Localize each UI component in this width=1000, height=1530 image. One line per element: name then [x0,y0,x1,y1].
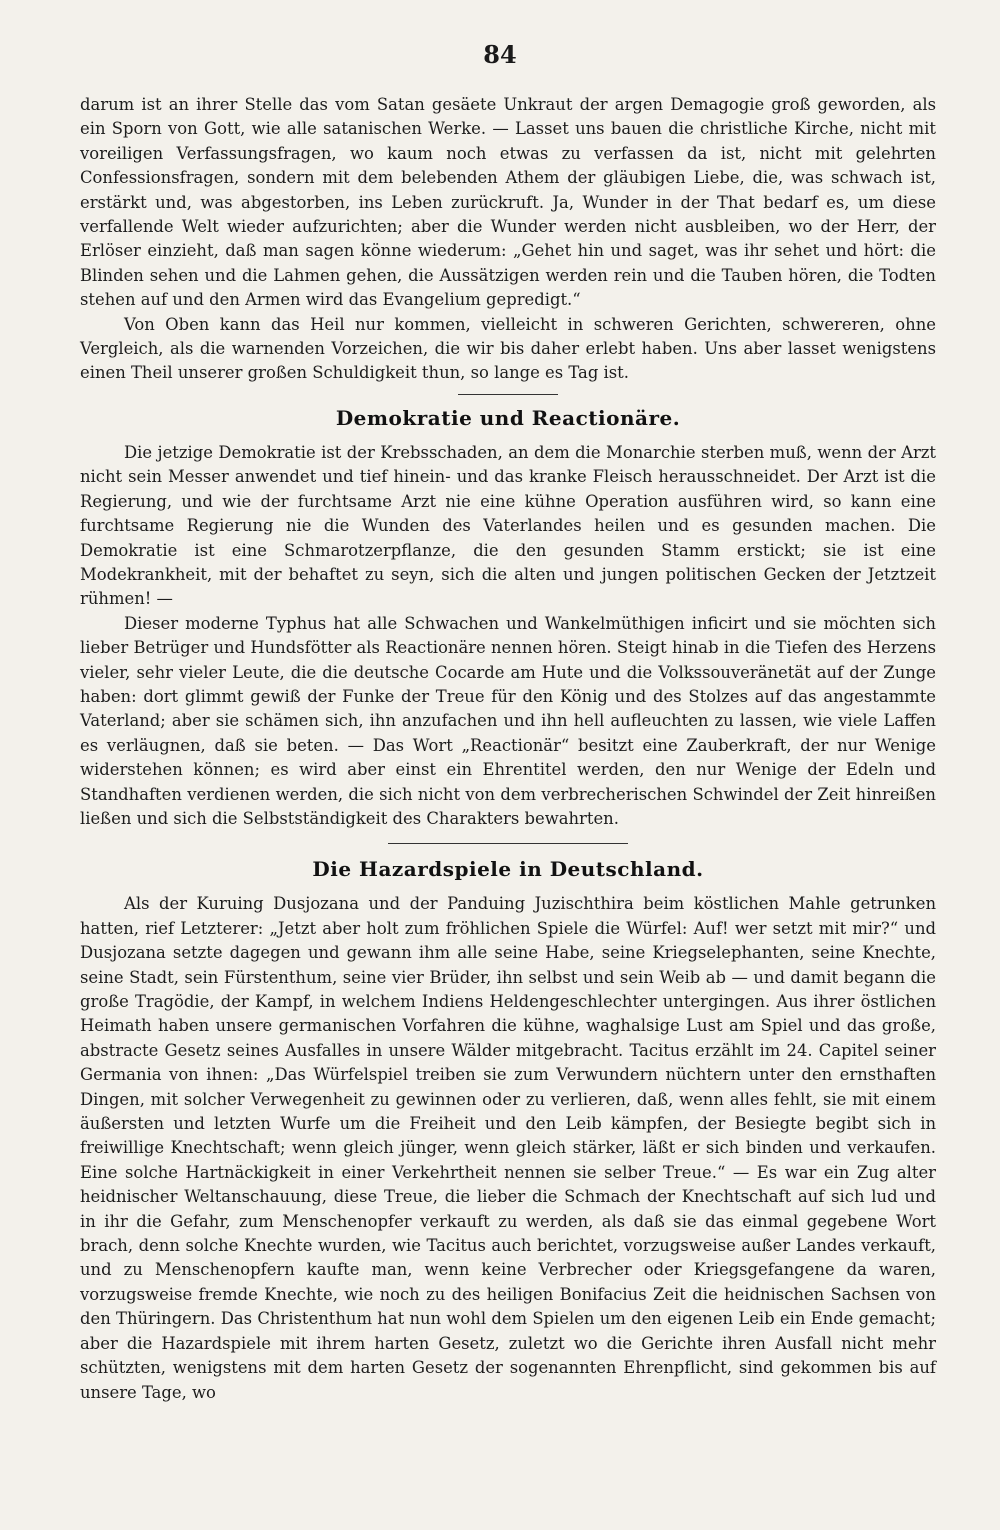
paragraph-demokratie: Die jetzige Demokratie ist der Krebsschaden, an dem die Monarchie sterben muß, wenn der Arzt nicht sein Messer anwendet und tief hinein- und das kranke Fleisch herausschneidet. Der Arzt ist die Regierung, und wie der furchtsame Arzt nie eine kühne Operation ausführen wird, so kann eine furchtsame Regierung nie die Wunden des Vaterlandes heilen und es gesunden machen. Die Demokratie ist eine Schmarotzerpflanze, die den gesunden Stamm erstickt; sie ist eine Modekrankheit, mit der behaftet zu seyn, sich die alten und jungen politischen Gecken der Jetztzeit rühmen! — [80,442,936,609]
paragraph-hazardspiele: Als der Kuruing Dusjozana und der Panduing Juzischthira beim köstlichen Mahle getrunken hatten, rief Letzterer: „Jetzt aber holt zum fröhlichen Spiele die Würfel: Auf! wer setzt mit mir?“ und Dusjozana setzte dagegen und gewann ihm alle seine Habe, seine Kriegselephanten, seine Knechte, seine Stadt, sein Fürstenthum, seine vier Brüder, ihn selbst und sein Weib ab — und damit begann die große Tragödie, der Kampf, in welchem Indiens Heldengeschlechter untergingen. Aus ihrer östlichen Heimath haben unsere germanischen Vorfahren die kühne, waghalsige Lust am Spiel und das große, abstracte Gesetz seines Ausfalles in unsere Wälder mitgebracht. Tacitus erzählt im 24. Capitel seiner Germania von ihnen: „Das Würfelspiel treiben sie zum Verwundern nüchtern unter den ernsthaften Dingen, mit solcher Verwegenheit zu gewinnen oder zu verlieren, daß, wenn alles fehlt, sie mit einem äußersten und letzten Wurfe um die Freiheit und den Leib kämpfen, der Besiegte begibt sich in freiwillige Knechtschaft; wenn gleich jünger, wenn gleich stärker, läßt er sich binden und verkaufen. Eine solche Hartnäckigkeit in einer Verkehrtheit nennen sie selber Treue.“ — Es war ein Zug alter heidnischer Weltanschauung, diese Treue, die lieber die Schmach der Knechtschaft auf sich lud und in ihr die Gefahr, zum Menschenopfer verkauft zu werden, als daß sie das einmal gegebene Wort brach, denn solche Knechte wurden, wie Tacitus auch berichtet, vorzugsweise außer Landes verkauft, und zu Menschenopfern kaufte man, wenn keine Verbrecher oder Kriegsgefangene da waren, vorzugsweise fremde Knechte, wie noch zu des heiligen Bonifacius Zeit die heidnischen Sachsen von den Thüringern. Das Christenthum hat nun wohl dem Spielen um den eigenen Leib ein Ende gemacht; aber die Hazardspiele mit ihrem harten Gesetz, zuletzt wo die Gerichte ihren Ausfall nicht mehr schützten, wenigstens mit dem harten Gesetz der sogenannten Ehrenpflicht, sind gekommen bis auf unsere Tage, wo [80,894,936,1402]
heading-hazardspiele: Die Hazardspiele in Deutschland. [312,857,704,882]
heading-demokratie: Demokratie und Reactionäre. [335,405,681,430]
paragraph-church: darum ist an ihrer Stelle das vom Satan gesäete Unkraut der argen Demagogie groß geworden, als ein Sporn von Gott, wie alle satanischen Werke. — Lasset uns bauen die christliche Kirche, nicht mit voreiligen Verfassungsfragen, wo kaum noch etwas zu verfassen da ist, nicht mit gelehrten Confessionsfragen, sondern mit dem belebenden Athem der gläubigen Liebe, die, was schwach ist, erstärkt und, was abgestorben, ins Leben zurückruft. Ja, Wunder in der That bedarf es, um diese verfallende Welt wieder aufzurichten; aber die Wunder werden nicht ausbleiben, wo der Herr, der Erlöser einzieht, daß man sagen könne wiederum: „Gehet hin und saget, was ihr sehet und hört: die Blinden sehen und die Lahmen gehen, die Aussätzigen werden rein und die Tauben hören, die Todten stehen auf und den Armen wird das Evangelium gepredigt.“ [80,95,936,310]
page-number: 84 [483,40,517,69]
paragraph-salvation: Von Oben kann das Heil nur kommen, vielleicht in schweren Gerichten, schwereren, ohne Vergleich, als die warnenden Vorzeichen, die wir bis daher erlebt haben. Uns aber lasset wenigstens einen Theil unserer großen Schuldigkeit thun, so lange es Tag ist. [80,314,936,383]
text-column [80,93,936,1405]
paragraph-typhus: Dieser moderne Typhus hat alle Schwachen und Wankelmüthigen inficirt und sie möchten sich lieber Betrüger und Hundsfötter als Reactionäre nennen hören. Steigt hinab in die Tiefen des Herzens vieler, sehr vieler Leute, die die deutsche Cocarde am Hute und die Volkssouveränetät auf der Zunge haben: dort glimmt gewiß der Funke der Treue für den König und des Stolzes auf das angestammte Vaterland; aber sie schämen sich, ihn anzufachen und ihn hell aufleuchten zu lassen, wie viele Laffen es verläugnen, daß sie beten. — Das Wort „Reactionär“ besitzt eine Zauberkraft, der nur Wenige widerstehen können; es wird aber einst ein Ehrentitel werden, den nur Wenige der Edeln und Standhaften verdienen werden, die sich nicht von dem verbrecherischen Schwindel der Zeit hinreißen ließen und sich die Selbstständigkeit des Charakters bewahrten. [80,613,936,828]
